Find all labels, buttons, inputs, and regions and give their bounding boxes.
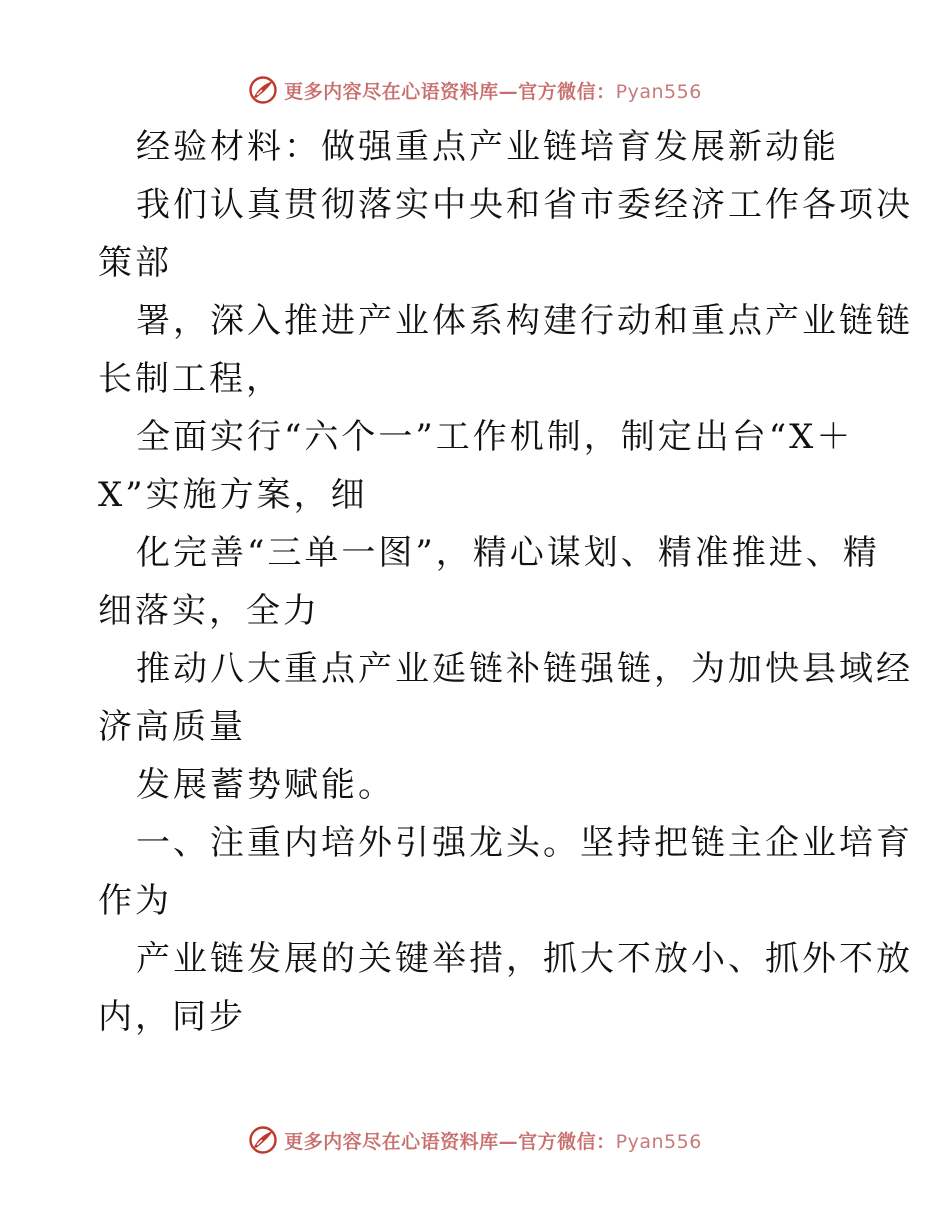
text-line: 济高质量 <box>98 707 246 747</box>
pen-logo-icon <box>248 1125 278 1155</box>
text-line: 细落实，全力 <box>98 591 320 631</box>
text-line: 作为 <box>98 881 172 921</box>
text-line: 我们认真贯彻落实中央和省市委经济工作各项决 <box>136 185 913 225</box>
text-line: X”实施方案，细 <box>98 475 368 515</box>
document-title: 经验材料：做强重点产业链培育发展新动能 <box>136 127 839 167</box>
text-line: 署，深入推进产业体系构建行动和重点产业链链 <box>136 301 913 341</box>
text-line: 内，同步 <box>98 997 246 1037</box>
watermark-text: 更多内容尽在心语资料库—官方微信：Pyan556 <box>284 80 702 103</box>
text-line: 化完善“三单一图”，精心谋划、精准推进、精 <box>136 533 880 573</box>
text-line: 推动八大重点产业延链补链强链，为加快县域经 <box>136 649 913 689</box>
footer-watermark <box>0 1122 950 1158</box>
text-line: 策部 <box>98 243 172 283</box>
text-line: 产业链发展的关键举措，抓大不放小、抓外不放 <box>136 939 913 979</box>
pen-logo-icon <box>248 75 278 105</box>
text-line: 全面实行“六个一”工作机制，制定出台“X＋ <box>136 417 854 457</box>
watermark-text: 更多内容尽在心语资料库—官方微信：Pyan556 <box>284 1130 702 1153</box>
text-line: 长制工程， <box>98 359 283 399</box>
header-watermark <box>0 72 950 108</box>
section-heading: 一、注重内培外引强龙头。坚持把链主企业培育 <box>136 823 913 863</box>
text-line: 发展蓄势赋能。 <box>136 765 395 805</box>
